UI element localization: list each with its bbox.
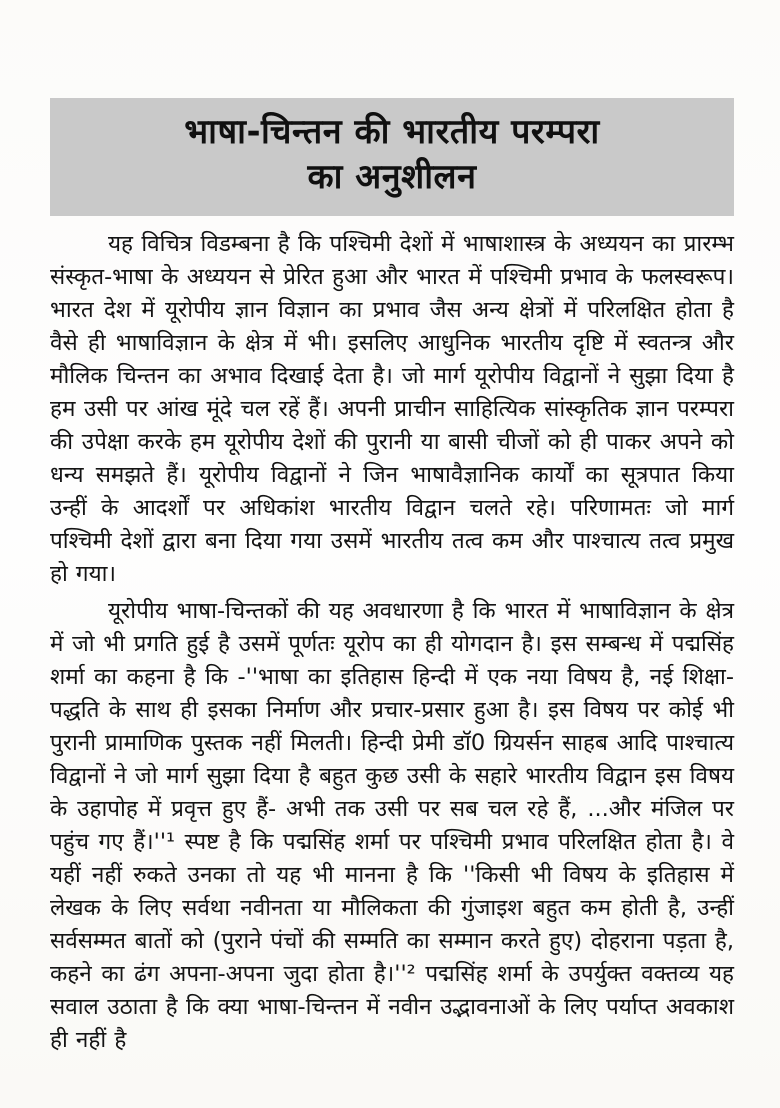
paragraph-2: यूरोपीय भाषा-चिन्तकों की यह अवधारणा है कि भारत में भाषाविज्ञान के क्षेत्र में जो भी प्रगति हुई है उसमें पूर्णतः यूरोप का ही योगदान है। इस सम्बन्ध में पद्मसिंह शर्मा का कहना है कि -''भाषा का इतिहास हिन्दी में एक नया विषय है, नई शिक्षा-पद्धति के साथ ही इसका निर्माण और प्रचार-प्रसार हुआ है। इस विषय पर कोई भी पुरानी प्रामाणिक पुस्तक नहीं मिलती। हिन्दी प्रेमी डॉ0 ग्रियर्सन साहब आदि पाश्चात्य विद्वानों ने जो मार्ग सुझा दिया है बहुत कुछ उसी के सहारे भारतीय विद्वान इस विषय के उहापोह में प्रवृत्त हुए हैं- अभी तक उसी पर सब चल रहे हैं, ...और मंजिल पर पहुंच गए हैं।''¹ स्पष्ट है कि पद्मसिंह शर्मा पर पश्चिमी प्रभाव परिलक्षित होता है। वे यहीं नहीं रुकते उनका तो यह भी मानना है कि ''किसी भी विषय के इतिहास में लेखक के लिए सर्वथा नवीनता या मौलिकता की गुंजाइश बहुत कम होती है, उन्हीं सर्वसम्मत बातों को (पुराने पंचों की सम्मति का सम्मान करते हुए) दोहराना पड़ता है, कहने का ढंग अपना-अपना जुदा होता है।''² पद्मसिंह शर्मा के उपर्युक्त वक्तव्य यह सवाल उठाता है कि क्या भाषा-चिन्तन में नवीन उद्भावनाओं के लिए पर्याप्त अवकाश ही नहीं है <box>50 597 734 1053</box>
page-title-line-1: भाषा-चिन्तन की भारतीय परम्परा <box>184 112 600 152</box>
page-title-line-2: का अनुशीलन <box>307 156 477 197</box>
paragraph-1: यह विचित्र विडम्बना है कि पश्चिमी देशों में भाषाशास्त्र के अध्ययन का प्रारम्भ संस्कृत-भाषा के अध्ययन से प्रेरित हुआ और भारत में पश्चिमी प्रभाव के फलस्वरूप। भारत देश में यूरोपीय ज्ञान विज्ञान का प्रभाव जैस अन्य क्षेत्रों में परिलक्षित होता है वैसे ही भाषाविज्ञान के क्षेत्र में भी। इसलिए आधुनिक भारतीय दृष्टि में स्वतन्त्र और मौलिक चिन्तन का अभाव दिखाई देता है। जो मार्ग यूरोपीय विद्वानों ने सुझा दिया है हम उसी पर आंख मूंदे चल रहें हैं। अपनी प्राचीन साहित्यिक सांस्कृतिक ज्ञान परम्परा की उपेक्षा करके हम यूरोपीय देशों की पुरानी या बासी चीजों को ही पाकर अपने को धन्य समझते हैं। यूरोपीय विद्वानों ने जिन भाषावैज्ञानिक कार्यों का सूत्रपात किया उन्हीं के आदर्शों पर अधिकांश भारतीय विद्वान चलते रहे। परिणामतः जो मार्ग पश्चिमी देशों द्वारा बना दिया गया उसमें भारतीय तत्व कम और पाश्चात्य तत्व प्रमुख हो गया। <box>50 230 734 587</box>
title-box <box>50 98 734 216</box>
document-body <box>50 228 734 1057</box>
